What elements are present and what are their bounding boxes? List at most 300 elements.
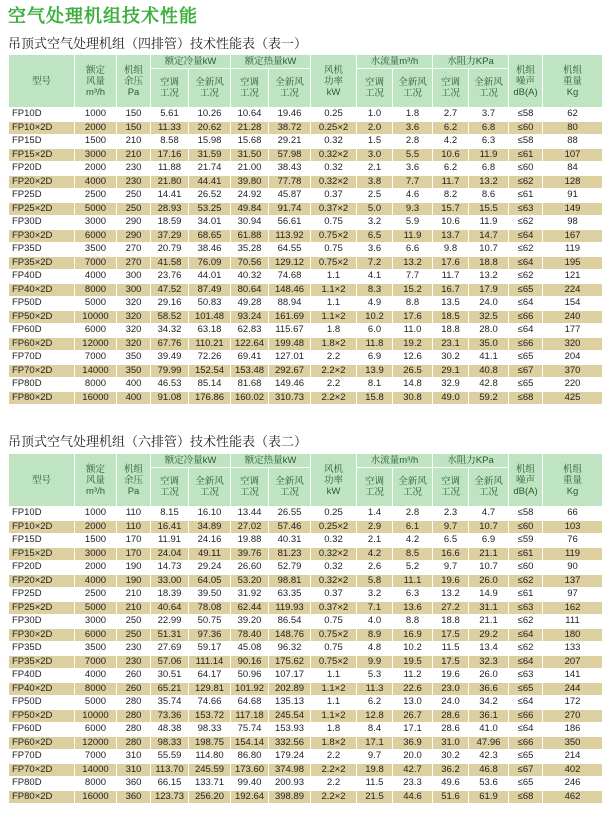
table-cell: 2500 xyxy=(75,588,117,602)
table-cell: 18.8 xyxy=(433,615,469,629)
table-row xyxy=(9,561,603,575)
table-cell: 292.67 xyxy=(269,364,311,378)
table-cell: 11.2 xyxy=(393,669,433,683)
table-cell: 7000 xyxy=(75,351,117,365)
table-cell: 5.8 xyxy=(357,574,393,588)
table-cell: 14.41 xyxy=(151,189,189,203)
table-cell: 16.6 xyxy=(433,547,469,561)
table-cell: 4.0 xyxy=(357,615,393,629)
table-cell: 51.6 xyxy=(433,790,469,804)
header-airflow: 额定 风量 m³/h xyxy=(75,454,117,507)
table-cell: 30.2 xyxy=(433,351,469,365)
table-cell: 15.68 xyxy=(231,135,269,149)
table-cell: 13.44 xyxy=(231,507,269,521)
table-cell: 250 xyxy=(117,202,151,216)
table-cell: 224 xyxy=(543,283,603,297)
table-cell: 6.9 xyxy=(469,534,509,548)
model-cell: FP30×2D xyxy=(9,229,75,243)
table-cell: 47.52 xyxy=(151,283,189,297)
subheader-fresh: 全新风 工况 xyxy=(469,69,509,108)
table-cell: 19.46 xyxy=(269,108,311,122)
table-cell: 119.93 xyxy=(269,601,311,615)
table-cell: 24.92 xyxy=(231,189,269,203)
table-row xyxy=(9,682,603,696)
table-cell: 16.41 xyxy=(151,520,189,534)
table-cell: 207 xyxy=(543,655,603,669)
table-cell: 320 xyxy=(117,310,151,324)
table-row xyxy=(9,256,603,270)
table-cell: 36.1 xyxy=(469,709,509,723)
table-cell: 0.32×2 xyxy=(311,574,357,588)
table-cell: 14.9 xyxy=(469,588,509,602)
table-cell: 16000 xyxy=(75,790,117,804)
table-cell: 1.8 xyxy=(393,108,433,122)
table-cell: 6.8 xyxy=(469,121,509,135)
model-cell: FP20D xyxy=(9,561,75,575)
table-cell: 28.93 xyxy=(151,202,189,216)
table-cell: 170 xyxy=(117,534,151,548)
table-cell: 8.1 xyxy=(357,378,393,392)
table-cell: 6.0 xyxy=(357,324,393,338)
table-cell: 26.52 xyxy=(189,189,231,203)
table-cell: 2.8 xyxy=(393,507,433,521)
table-cell: 6000 xyxy=(75,229,117,243)
table-cell: 290 xyxy=(117,229,151,243)
table-cell: 2.2 xyxy=(311,777,357,791)
table-cell: 1.1 xyxy=(311,297,357,311)
table-cell: 73.36 xyxy=(151,709,189,723)
table-cell: 260 xyxy=(117,682,151,696)
table-cell: 66.15 xyxy=(151,777,189,791)
table-cell: 55.59 xyxy=(151,750,189,764)
table-cell: 10.7 xyxy=(469,561,509,575)
table-cell: 6.5 xyxy=(357,229,393,243)
table-cell: ≤66 xyxy=(509,709,543,723)
table-cell: 180 xyxy=(543,628,603,642)
table-cell: 47.96 xyxy=(469,736,509,750)
table-cell: 74.68 xyxy=(269,270,311,284)
table-cell: 57.98 xyxy=(269,148,311,162)
table-cell: ≤65 xyxy=(509,283,543,297)
table-cell: 1.1 xyxy=(311,669,357,683)
table-cell: 246 xyxy=(543,777,603,791)
table-cell: 64.55 xyxy=(269,243,311,257)
table-cell: 150 xyxy=(117,108,151,122)
table-cell: 260 xyxy=(117,669,151,683)
table-cell: 1500 xyxy=(75,135,117,149)
table-cell: 250 xyxy=(117,189,151,203)
table-cell: 8000 xyxy=(75,777,117,791)
table-cell: 149.46 xyxy=(269,378,311,392)
table-cell: 172 xyxy=(543,696,603,710)
table-cell: 17.5 xyxy=(433,628,469,642)
table-cell: 4.6 xyxy=(393,189,433,203)
table-cell: 13.2 xyxy=(433,588,469,602)
model-cell: FP35×2D xyxy=(9,256,75,270)
table-cell: 97 xyxy=(543,588,603,602)
table-cell: 19.8 xyxy=(357,763,393,777)
table-cell: 86.54 xyxy=(269,615,311,629)
table-cell: 9.9 xyxy=(357,655,393,669)
table-cell: 76.09 xyxy=(189,256,231,270)
header-model: 型号 xyxy=(9,454,75,507)
table-cell: 93.24 xyxy=(231,310,269,324)
header-fan-power: 风机 功率 kW xyxy=(311,55,357,108)
table-cell: 0.75×2 xyxy=(311,628,357,642)
table-cell: 3000 xyxy=(75,148,117,162)
table-cell: 64.17 xyxy=(189,669,231,683)
table-cell: 320 xyxy=(117,337,151,351)
table-cell: 23.0 xyxy=(433,682,469,696)
table-cell: 2.1 xyxy=(357,162,393,176)
table-cell: 9.8 xyxy=(433,243,469,257)
table-cell: 61.88 xyxy=(231,229,269,243)
table-cell: 15.5 xyxy=(469,202,509,216)
table-cell: ≤68 xyxy=(509,391,543,405)
table-cell: 53.25 xyxy=(189,202,231,216)
table-cell: 7000 xyxy=(75,256,117,270)
table-cell: 195 xyxy=(543,256,603,270)
table-cell: 245.59 xyxy=(189,763,231,777)
table-cell: 270 xyxy=(117,256,151,270)
table-cell: 0.75×2 xyxy=(311,229,357,243)
table-cell: ≤61 xyxy=(509,148,543,162)
table-cell: 16.9 xyxy=(393,628,433,642)
table-row xyxy=(9,310,603,324)
table-cell: 21.00 xyxy=(231,162,269,176)
spec-table-four-row xyxy=(8,54,603,405)
table-cell: 48.38 xyxy=(151,723,189,737)
table-cell: 15.7 xyxy=(433,202,469,216)
subheader-fresh: 全新风 工况 xyxy=(393,69,433,108)
table-cell: 5.3 xyxy=(357,669,393,683)
table-cell: 10000 xyxy=(75,310,117,324)
subheader-fresh: 全新风 工况 xyxy=(189,69,231,108)
table-cell: 8.6 xyxy=(469,189,509,203)
table-cell: 7000 xyxy=(75,750,117,764)
table-cell: 3000 xyxy=(75,547,117,561)
table-cell: 28.6 xyxy=(433,709,469,723)
table-cell: 11.91 xyxy=(151,534,189,548)
table-cell: 44.01 xyxy=(189,270,231,284)
table-cell: 22.6 xyxy=(393,682,433,696)
table-cell: 133.71 xyxy=(189,777,231,791)
table-cell: 13.0 xyxy=(393,696,433,710)
table-cell: 78.08 xyxy=(189,601,231,615)
table-cell: 57.06 xyxy=(151,655,189,669)
table-cell: 19.5 xyxy=(393,655,433,669)
table-cell: 10.6 xyxy=(433,216,469,230)
model-cell: FP35D xyxy=(9,642,75,656)
table-cell: 11.1 xyxy=(393,574,433,588)
table-cell: 14000 xyxy=(75,763,117,777)
table-cell: 36.9 xyxy=(393,736,433,750)
table-cell: 32.5 xyxy=(469,310,509,324)
table-cell: 101.48 xyxy=(189,310,231,324)
page-title: 空气处理机组技术性能 xyxy=(8,6,198,27)
table-cell: ≤66 xyxy=(509,310,543,324)
table-cell: 10.64 xyxy=(231,108,269,122)
table-cell: 0.32×2 xyxy=(311,148,357,162)
table-cell: 6.9 xyxy=(357,351,393,365)
table-row xyxy=(9,216,603,230)
table-cell: ≤58 xyxy=(509,507,543,521)
table-cell: 110 xyxy=(117,520,151,534)
model-cell: FP40D xyxy=(9,270,75,284)
model-cell: FP20×2D xyxy=(9,574,75,588)
table-cell: 6.3 xyxy=(469,135,509,149)
model-cell: FP20×2D xyxy=(9,175,75,189)
table-cell: 0.32 xyxy=(311,561,357,575)
subheader-fresh: 全新风 工况 xyxy=(469,468,509,507)
table-cell: ≤58 xyxy=(509,108,543,122)
table-cell: ≤65 xyxy=(509,378,543,392)
table-cell: 210 xyxy=(117,135,151,149)
table-cell: 0.75×2 xyxy=(311,256,357,270)
subheader-ac: 空调 工况 xyxy=(357,69,393,108)
table-cell: 4.8 xyxy=(357,642,393,656)
table-cell: 117.18 xyxy=(231,709,269,723)
table-cell: 23.76 xyxy=(151,270,189,284)
table-cell: 200.93 xyxy=(269,777,311,791)
table-cell: 51.31 xyxy=(151,628,189,642)
table-cell: 4.1 xyxy=(357,270,393,284)
table-cell: 67.76 xyxy=(151,337,189,351)
table-cell: 13.7 xyxy=(433,229,469,243)
model-cell: FP70D xyxy=(9,750,75,764)
table-cell: 1.1×2 xyxy=(311,709,357,723)
table-row xyxy=(9,507,603,521)
table-cell: 153.93 xyxy=(269,723,311,737)
table-cell: 3.2 xyxy=(357,216,393,230)
table-cell: 1000 xyxy=(75,108,117,122)
table-cell: 12000 xyxy=(75,337,117,351)
table-cell: 310 xyxy=(117,750,151,764)
subheader-ac: 空调 工况 xyxy=(433,468,469,507)
table-cell: 39.50 xyxy=(189,588,231,602)
table-cell: 2000 xyxy=(75,561,117,575)
model-cell: FP25×2D xyxy=(9,202,75,216)
table-cell: 91.08 xyxy=(151,391,189,405)
table-row xyxy=(9,534,603,548)
table-cell: 35.0 xyxy=(469,337,509,351)
table-cell: 11.7 xyxy=(433,175,469,189)
table-cell: 0.75 xyxy=(311,243,357,257)
table-cell: 128 xyxy=(543,175,603,189)
table-cell: 210 xyxy=(117,601,151,615)
table-cell: 210 xyxy=(117,588,151,602)
table-cell: 38.43 xyxy=(269,162,311,176)
table-cell: 154.14 xyxy=(231,736,269,750)
table-row xyxy=(9,736,603,750)
header-pressure: 机组 余压 Pa xyxy=(117,454,151,507)
table-cell: 8.15 xyxy=(151,507,189,521)
header-heating: 额定热量kW xyxy=(231,55,311,69)
header-water-flow: 水流量m³/h xyxy=(357,454,433,468)
table-cell: 2.6 xyxy=(357,561,393,575)
table1-title: 吊顶式空气处理机组（四排管）技术性能表（表一） xyxy=(8,37,308,52)
table-cell: 270 xyxy=(543,709,603,723)
table-cell: 179.24 xyxy=(269,750,311,764)
table-cell: 21.74 xyxy=(189,162,231,176)
table-cell: 17.9 xyxy=(469,283,509,297)
table-cell: 29.1 xyxy=(433,364,469,378)
table-cell: 1.4 xyxy=(357,507,393,521)
table-cell: ≤65 xyxy=(509,682,543,696)
table-cell: 39.76 xyxy=(231,547,269,561)
table-cell: 11.9 xyxy=(393,229,433,243)
table-cell: ≤66 xyxy=(509,337,543,351)
table-cell: 97.36 xyxy=(189,628,231,642)
table-cell: 10000 xyxy=(75,709,117,723)
model-cell: FP15×2D xyxy=(9,148,75,162)
table-cell: 44.6 xyxy=(393,790,433,804)
table-cell: 17.1 xyxy=(357,736,393,750)
table-cell: 8.8 xyxy=(393,297,433,311)
header-cooling: 额定冷量kW xyxy=(151,55,231,69)
table-cell: 17.1 xyxy=(393,723,433,737)
table-cell: 56.61 xyxy=(269,216,311,230)
table-row xyxy=(9,121,603,135)
table-cell: 400 xyxy=(117,378,151,392)
model-cell: FP80×2D xyxy=(9,790,75,804)
table-cell: 256.20 xyxy=(189,790,231,804)
table-row xyxy=(9,351,603,365)
table-cell: 11.33 xyxy=(151,121,189,135)
table-row xyxy=(9,135,603,149)
table-cell: 36.6 xyxy=(469,682,509,696)
table-cell: 350 xyxy=(117,364,151,378)
table-cell: 10.6 xyxy=(433,148,469,162)
table-cell: 40.32 xyxy=(231,270,269,284)
table-cell: ≤62 xyxy=(509,243,543,257)
table-cell: 59.2 xyxy=(469,391,509,405)
table-cell: 462 xyxy=(543,790,603,804)
table-cell: ≤64 xyxy=(509,297,543,311)
table-cell: 24.16 xyxy=(189,534,231,548)
table-cell: 20.62 xyxy=(189,121,231,135)
table-cell: 425 xyxy=(543,391,603,405)
table-cell: 11.5 xyxy=(433,642,469,656)
table-cell: 16000 xyxy=(75,391,117,405)
table-cell: 90.16 xyxy=(231,655,269,669)
table-cell: ≤61 xyxy=(509,547,543,561)
table-cell: 30.51 xyxy=(151,669,189,683)
table-cell: 110.21 xyxy=(189,337,231,351)
table-row xyxy=(9,790,603,804)
table-cell: 1.1×2 xyxy=(311,310,357,324)
table-cell: 1.1×2 xyxy=(311,283,357,297)
table-cell: 42.3 xyxy=(469,750,509,764)
table-row xyxy=(9,547,603,561)
table-cell: 202.89 xyxy=(269,682,311,696)
header-noise: 机组 噪声 dB(A) xyxy=(509,454,543,507)
table-cell: 5.0 xyxy=(357,202,393,216)
table-cell: 31.59 xyxy=(189,148,231,162)
table-cell: ≤63 xyxy=(509,202,543,216)
table-cell: 29.24 xyxy=(189,561,231,575)
table-cell: 75.74 xyxy=(231,723,269,737)
table-cell: 300 xyxy=(117,283,151,297)
table-cell: 1000 xyxy=(75,507,117,521)
table-row xyxy=(9,574,603,588)
table-cell: 7.7 xyxy=(393,175,433,189)
table-cell: 0.37×2 xyxy=(311,601,357,615)
model-cell: FP15D xyxy=(9,534,75,548)
table-cell: 19.6 xyxy=(433,669,469,683)
table-cell: 6000 xyxy=(75,723,117,737)
table-cell: 17.16 xyxy=(151,148,189,162)
model-cell: FP25D xyxy=(9,588,75,602)
table-cell: 175.62 xyxy=(269,655,311,669)
table-cell: 19.88 xyxy=(231,534,269,548)
model-cell: FP70×2D xyxy=(9,763,75,777)
table-cell: 5.5 xyxy=(393,148,433,162)
model-cell: FP10×2D xyxy=(9,121,75,135)
table-cell: 127.01 xyxy=(269,351,311,365)
table-cell: 98 xyxy=(543,216,603,230)
table-cell: 2.1 xyxy=(357,534,393,548)
table-row xyxy=(9,601,603,615)
table-cell: 11.9 xyxy=(469,148,509,162)
table-cell: 0.25×2 xyxy=(311,121,357,135)
table-cell: 13.2 xyxy=(393,256,433,270)
table-cell: 11.9 xyxy=(469,216,509,230)
table-cell: 28.0 xyxy=(469,324,509,338)
table-cell: 28.6 xyxy=(433,723,469,737)
table-cell: 1.8 xyxy=(311,723,357,737)
table-cell: 0.75×2 xyxy=(311,655,357,669)
table-cell: 10.26 xyxy=(189,108,231,122)
table-row xyxy=(9,628,603,642)
table-cell: ≤62 xyxy=(509,642,543,656)
table-cell: ≤67 xyxy=(509,364,543,378)
table-cell: 5.2 xyxy=(393,561,433,575)
model-cell: FP25×2D xyxy=(9,601,75,615)
table-cell: 2.5 xyxy=(357,189,393,203)
table-cell: 98.33 xyxy=(151,736,189,750)
table-cell: 57.46 xyxy=(269,520,311,534)
subheader-fresh: 全新风 工况 xyxy=(189,468,231,507)
table-row xyxy=(9,364,603,378)
table-cell: 53.6 xyxy=(469,777,509,791)
table-cell: 7.7 xyxy=(393,270,433,284)
table-cell: 6.2 xyxy=(433,162,469,176)
table-cell: 17.5 xyxy=(433,655,469,669)
table-cell: 374.98 xyxy=(269,763,311,777)
table-cell: 62.44 xyxy=(231,601,269,615)
table-cell: 107 xyxy=(543,148,603,162)
table-cell: 173.60 xyxy=(231,763,269,777)
header-airflow: 额定 风量 m³/h xyxy=(75,55,117,108)
table-cell: 5000 xyxy=(75,202,117,216)
table-cell: 80.64 xyxy=(231,283,269,297)
table-cell: ≤62 xyxy=(509,175,543,189)
table-cell: 320 xyxy=(117,297,151,311)
table-cell: 74.66 xyxy=(189,696,231,710)
table-cell: 0.37×2 xyxy=(311,202,357,216)
table-cell: 160.02 xyxy=(231,391,269,405)
table-cell: 162 xyxy=(543,601,603,615)
table-cell: 29.2 xyxy=(469,628,509,642)
model-cell: FP80×2D xyxy=(9,391,75,405)
table-cell: 115.67 xyxy=(269,324,311,338)
table-cell: 26.7 xyxy=(393,709,433,723)
table-cell: 24.04 xyxy=(151,547,189,561)
table-cell: 50.96 xyxy=(231,669,269,683)
table-row xyxy=(9,588,603,602)
model-cell: FP30×2D xyxy=(9,628,75,642)
